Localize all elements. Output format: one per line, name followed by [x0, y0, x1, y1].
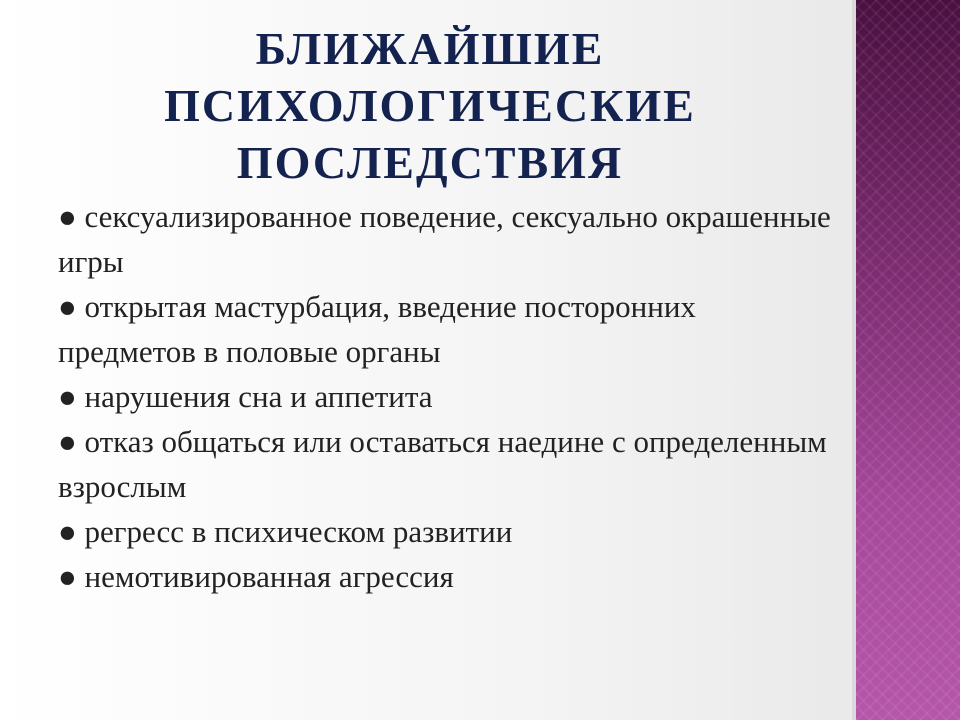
bullet-icon: ● — [58, 424, 77, 459]
decorative-side-band — [856, 0, 960, 720]
list-item-text: сексуализированное поведение, сексуально окрашенные игры — [58, 199, 831, 279]
list-item — [58, 509, 838, 554]
list-item-text: регресс в психическом развитии — [84, 514, 513, 549]
slide-title — [60, 20, 800, 191]
list-item — [58, 284, 838, 374]
title-line-2: ПСИХОЛОГИЧЕСКИЕ — [164, 80, 696, 131]
bullet-icon: ● — [58, 379, 77, 414]
list-item-text: отказ общаться или оставаться наедине с определенным взрослым — [58, 424, 827, 504]
bullet-icon: ● — [58, 289, 77, 324]
bullet-icon: ● — [58, 514, 77, 549]
list-item — [58, 554, 838, 599]
bullet-icon: ● — [58, 199, 77, 234]
list-item-text: открытая мастурбация, введение посторонних предметов в половые органы — [58, 289, 696, 369]
list-item-text: немотивированная агрессия — [84, 559, 454, 594]
list-item — [58, 374, 838, 419]
bullet-icon: ● — [58, 559, 77, 594]
list-item — [58, 194, 838, 284]
list-item-text: нарушения сна и аппетита — [84, 379, 433, 414]
list-item — [58, 419, 838, 509]
title-line-3: ПОСЛЕДСТВИЯ — [236, 137, 624, 188]
bullet-list — [58, 194, 838, 599]
title-line-1: БЛИЖАЙШИЕ — [255, 23, 605, 74]
